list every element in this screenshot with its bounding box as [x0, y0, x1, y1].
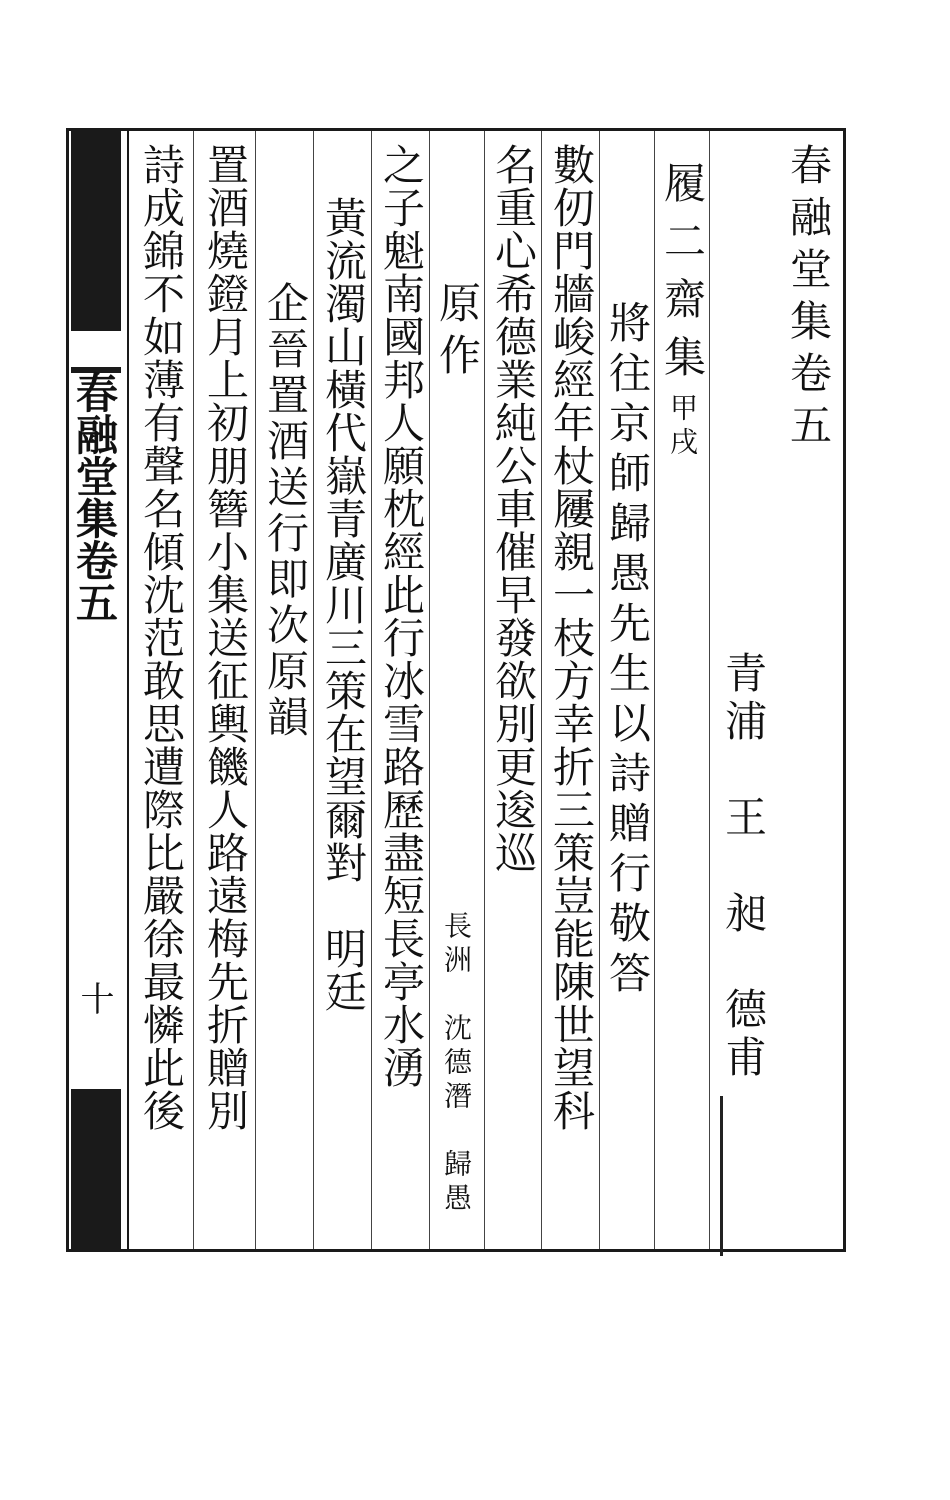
margin-title: 春融堂集卷五 [70, 371, 119, 623]
poem-line-4: 黃流濁山橫代嶽青廣川三策在望爾對 明廷 [319, 196, 368, 1013]
text-column-5 [541, 131, 599, 1249]
poem-line-6: 詩成錦不如薄有聲名傾沈范敢思遭際比嚴徐最憐此後 [137, 143, 186, 1132]
book-page [66, 128, 846, 1252]
fishtail-upper-block [71, 131, 121, 331]
poem-line-3: 之子魁南國邦人願枕經此行冰雪路歷盡短長亭水湧 [377, 143, 426, 1089]
poem-line-1: 數仞門牆峻經年杖屨親一枝方幸折三策豈能陳世望科 [547, 143, 596, 1132]
text-column-7 [429, 131, 484, 1249]
poem-title-1: 將往京師歸愚先生以詩贈行敬答 [603, 301, 652, 1001]
original-author: 長洲 沈德潛 歸愚 [440, 911, 473, 1217]
collection-title [658, 161, 707, 461]
poem-title-2: 企晉置酒送行即次原韻 [261, 281, 310, 741]
text-column-6 [484, 131, 541, 1249]
poem-line-2: 名重心希德業純公車催早發欲別更逡巡 [489, 143, 538, 874]
text-column-1 [779, 131, 849, 1249]
fishtail-mark [71, 331, 121, 373]
text-column-2 [709, 131, 779, 1249]
page-number: 十 [74, 981, 114, 1015]
text-column-10 [255, 131, 313, 1249]
text-column-9 [313, 131, 371, 1249]
margin-strip [69, 131, 129, 1249]
fishtail-lower-block [71, 1089, 121, 1249]
text-column-12 [127, 131, 193, 1249]
author-line: 青浦 王 昶 德甫 [719, 651, 768, 1083]
text-column-11 [193, 131, 255, 1249]
original-label: 原作 [433, 281, 482, 385]
text-column-4 [599, 131, 654, 1249]
collection-name: 履二齋集 [658, 161, 707, 393]
text-column-3 [654, 131, 709, 1249]
collection-year: 甲戌 [666, 393, 699, 461]
poem-line-5: 置酒燒鐙月上初朋簪小集送征輿饑人路遠梅先折贈別 [201, 143, 250, 1132]
author-bracket [720, 1096, 723, 1256]
text-column-8 [371, 131, 429, 1249]
volume-title: 春融堂集卷五 [784, 143, 833, 455]
